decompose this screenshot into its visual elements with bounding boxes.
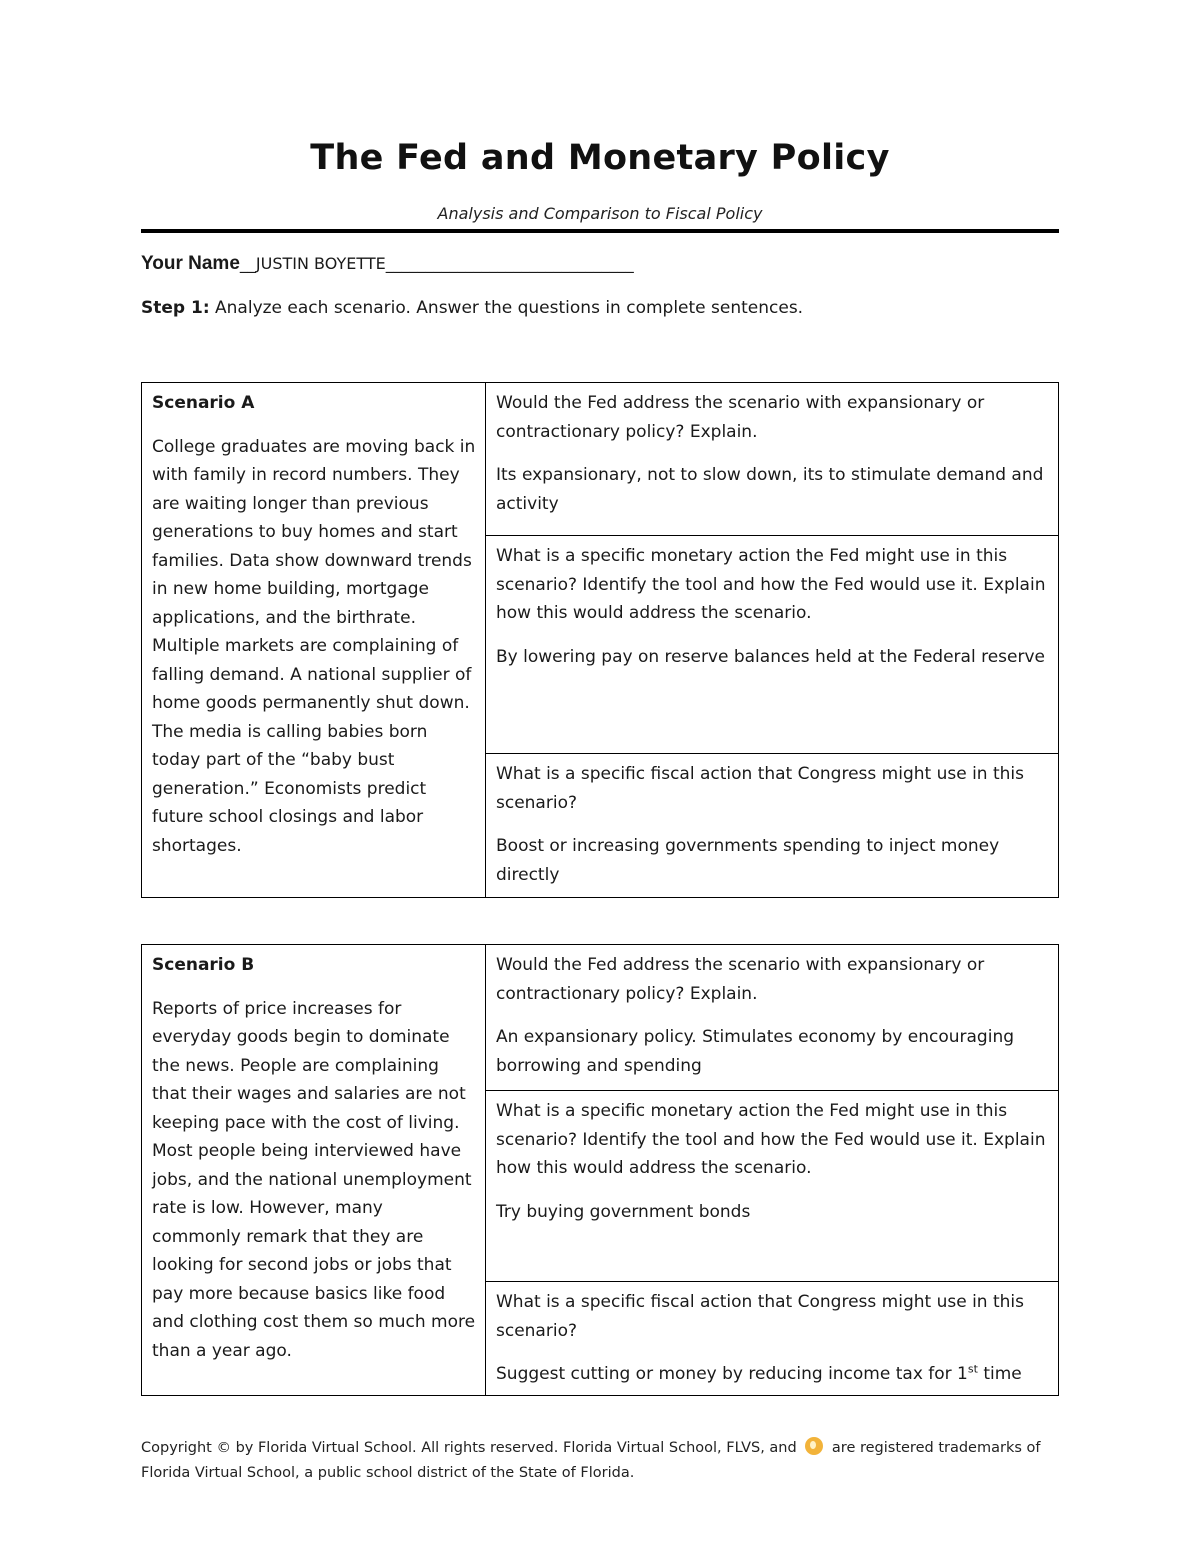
scenario-b-question-cell-1: [486, 945, 1059, 1091]
scenario-b-answer-3[interactable]: [496, 1360, 1049, 1389]
scenario-a-answer-3[interactable]: Boost or increasing governments spending to inject money directly: [496, 836, 1000, 885]
scenario-b-table: [141, 944, 1059, 1396]
name-value: __JUSTIN BOYETTE_______________________________: [239, 254, 634, 273]
scenario-a-question-cell-1: [486, 383, 1059, 536]
scenario-a-question-cell-2: [486, 536, 1059, 754]
scenario-b-answer-1[interactable]: An expansionary policy. Stimulates economy by encouraging borrowing and spending: [496, 1027, 1015, 1076]
scenario-b-question-3: What is a specific fiscal action that Congress might use in this scenario?: [496, 1292, 1024, 1341]
scenario-b-answer-2[interactable]: Try buying government bonds: [496, 1201, 751, 1222]
footer-text-1: Copyright © by Florida Virtual School. All rights reserved. Florida Virtual School, FLVS, and: [141, 1440, 797, 1456]
name-label: Your Name: [141, 253, 240, 274]
scenario-b-question-cell-2: [486, 1091, 1059, 1282]
scenario-a-table: [141, 382, 1059, 898]
footer-text-2: are registered trademarks of Florida Virtual School, a public school district of the State of Florida.: [141, 1440, 1041, 1481]
page-title: The Fed and Monetary Policy: [310, 138, 890, 178]
step-instructions: [141, 298, 803, 318]
scenario-a-question-cell-3: [486, 754, 1059, 898]
copyright-footer: [141, 1436, 1041, 1486]
scenario-b-answer-3-prefix: Suggest cutting or money by reducing income tax for 1: [496, 1364, 968, 1384]
name-line: [141, 253, 634, 275]
scenario-a-question-1: Would the Fed address the scenario with expansionary or contractionary policy? Explain.: [496, 393, 985, 442]
scenario-b-body: Reports of price increases for everyday goods begin to dominate the news. People are complaining that their wages and salaries are not keeping pace with the cost of living. Most people being interviewed have jobs, and the national unemployment rate is low. However, many commonly remark that they are looking for second jobs or jobs that pay more because basics like food and clothing cost them so much more than a year ago.: [152, 998, 476, 1361]
scenario-b-answer-3-suffix: time: [977, 1364, 1022, 1384]
step-label: Step 1:: [141, 298, 210, 318]
scenario-a-question-3: What is a specific fiscal action that Congress might use in this scenario?: [496, 764, 1024, 813]
page-subtitle: Analysis and Comparison to Fiscal Policy: [437, 204, 763, 223]
scenario-a-description: [142, 383, 486, 898]
scenario-a-body: College graduates are moving back in with family in record numbers. They are waiting longer than previous generations to buy homes and start families. Data show downward trends in new home building, mortgage applications, and the birthrate. Multiple markets are complaining of falling demand. A national supplier of home goods permanently shut down. The media is calling babies born today part of the “baby bust generation.” Economists predict future school closings and labor shortages.: [152, 436, 476, 856]
scenario-b-answer-3-sup: st: [967, 1362, 978, 1376]
scenario-a-question-2: What is a specific monetary action the Fed might use in this scenario? Identify the tool and how the Fed would use it. Explain how this would address the scenario.: [496, 546, 1046, 623]
scenario-a-title: Scenario A: [152, 393, 255, 413]
scenario-b-question-2: What is a specific monetary action the Fed might use in this scenario? Identify the tool and how the Fed would use it. Explain how this would address the scenario.: [496, 1101, 1046, 1178]
scenario-b-title: Scenario B: [152, 955, 255, 975]
flvs-logo-icon: [805, 1437, 823, 1455]
title-rule: [141, 229, 1059, 233]
scenario-b-description: [142, 945, 486, 1396]
scenario-b-question-cell-3: [486, 1282, 1059, 1396]
scenario-a-answer-2[interactable]: By lowering pay on reserve balances held at the Federal reserve: [496, 646, 1045, 667]
scenario-a-answer-1[interactable]: Its expansionary, not to slow down, its to stimulate demand and activity: [496, 465, 1044, 514]
scenario-b-question-1: Would the Fed address the scenario with expansionary or contractionary policy? Explain.: [496, 955, 985, 1004]
step-text: Analyze each scenario. Answer the questions in complete sentences.: [209, 298, 804, 318]
